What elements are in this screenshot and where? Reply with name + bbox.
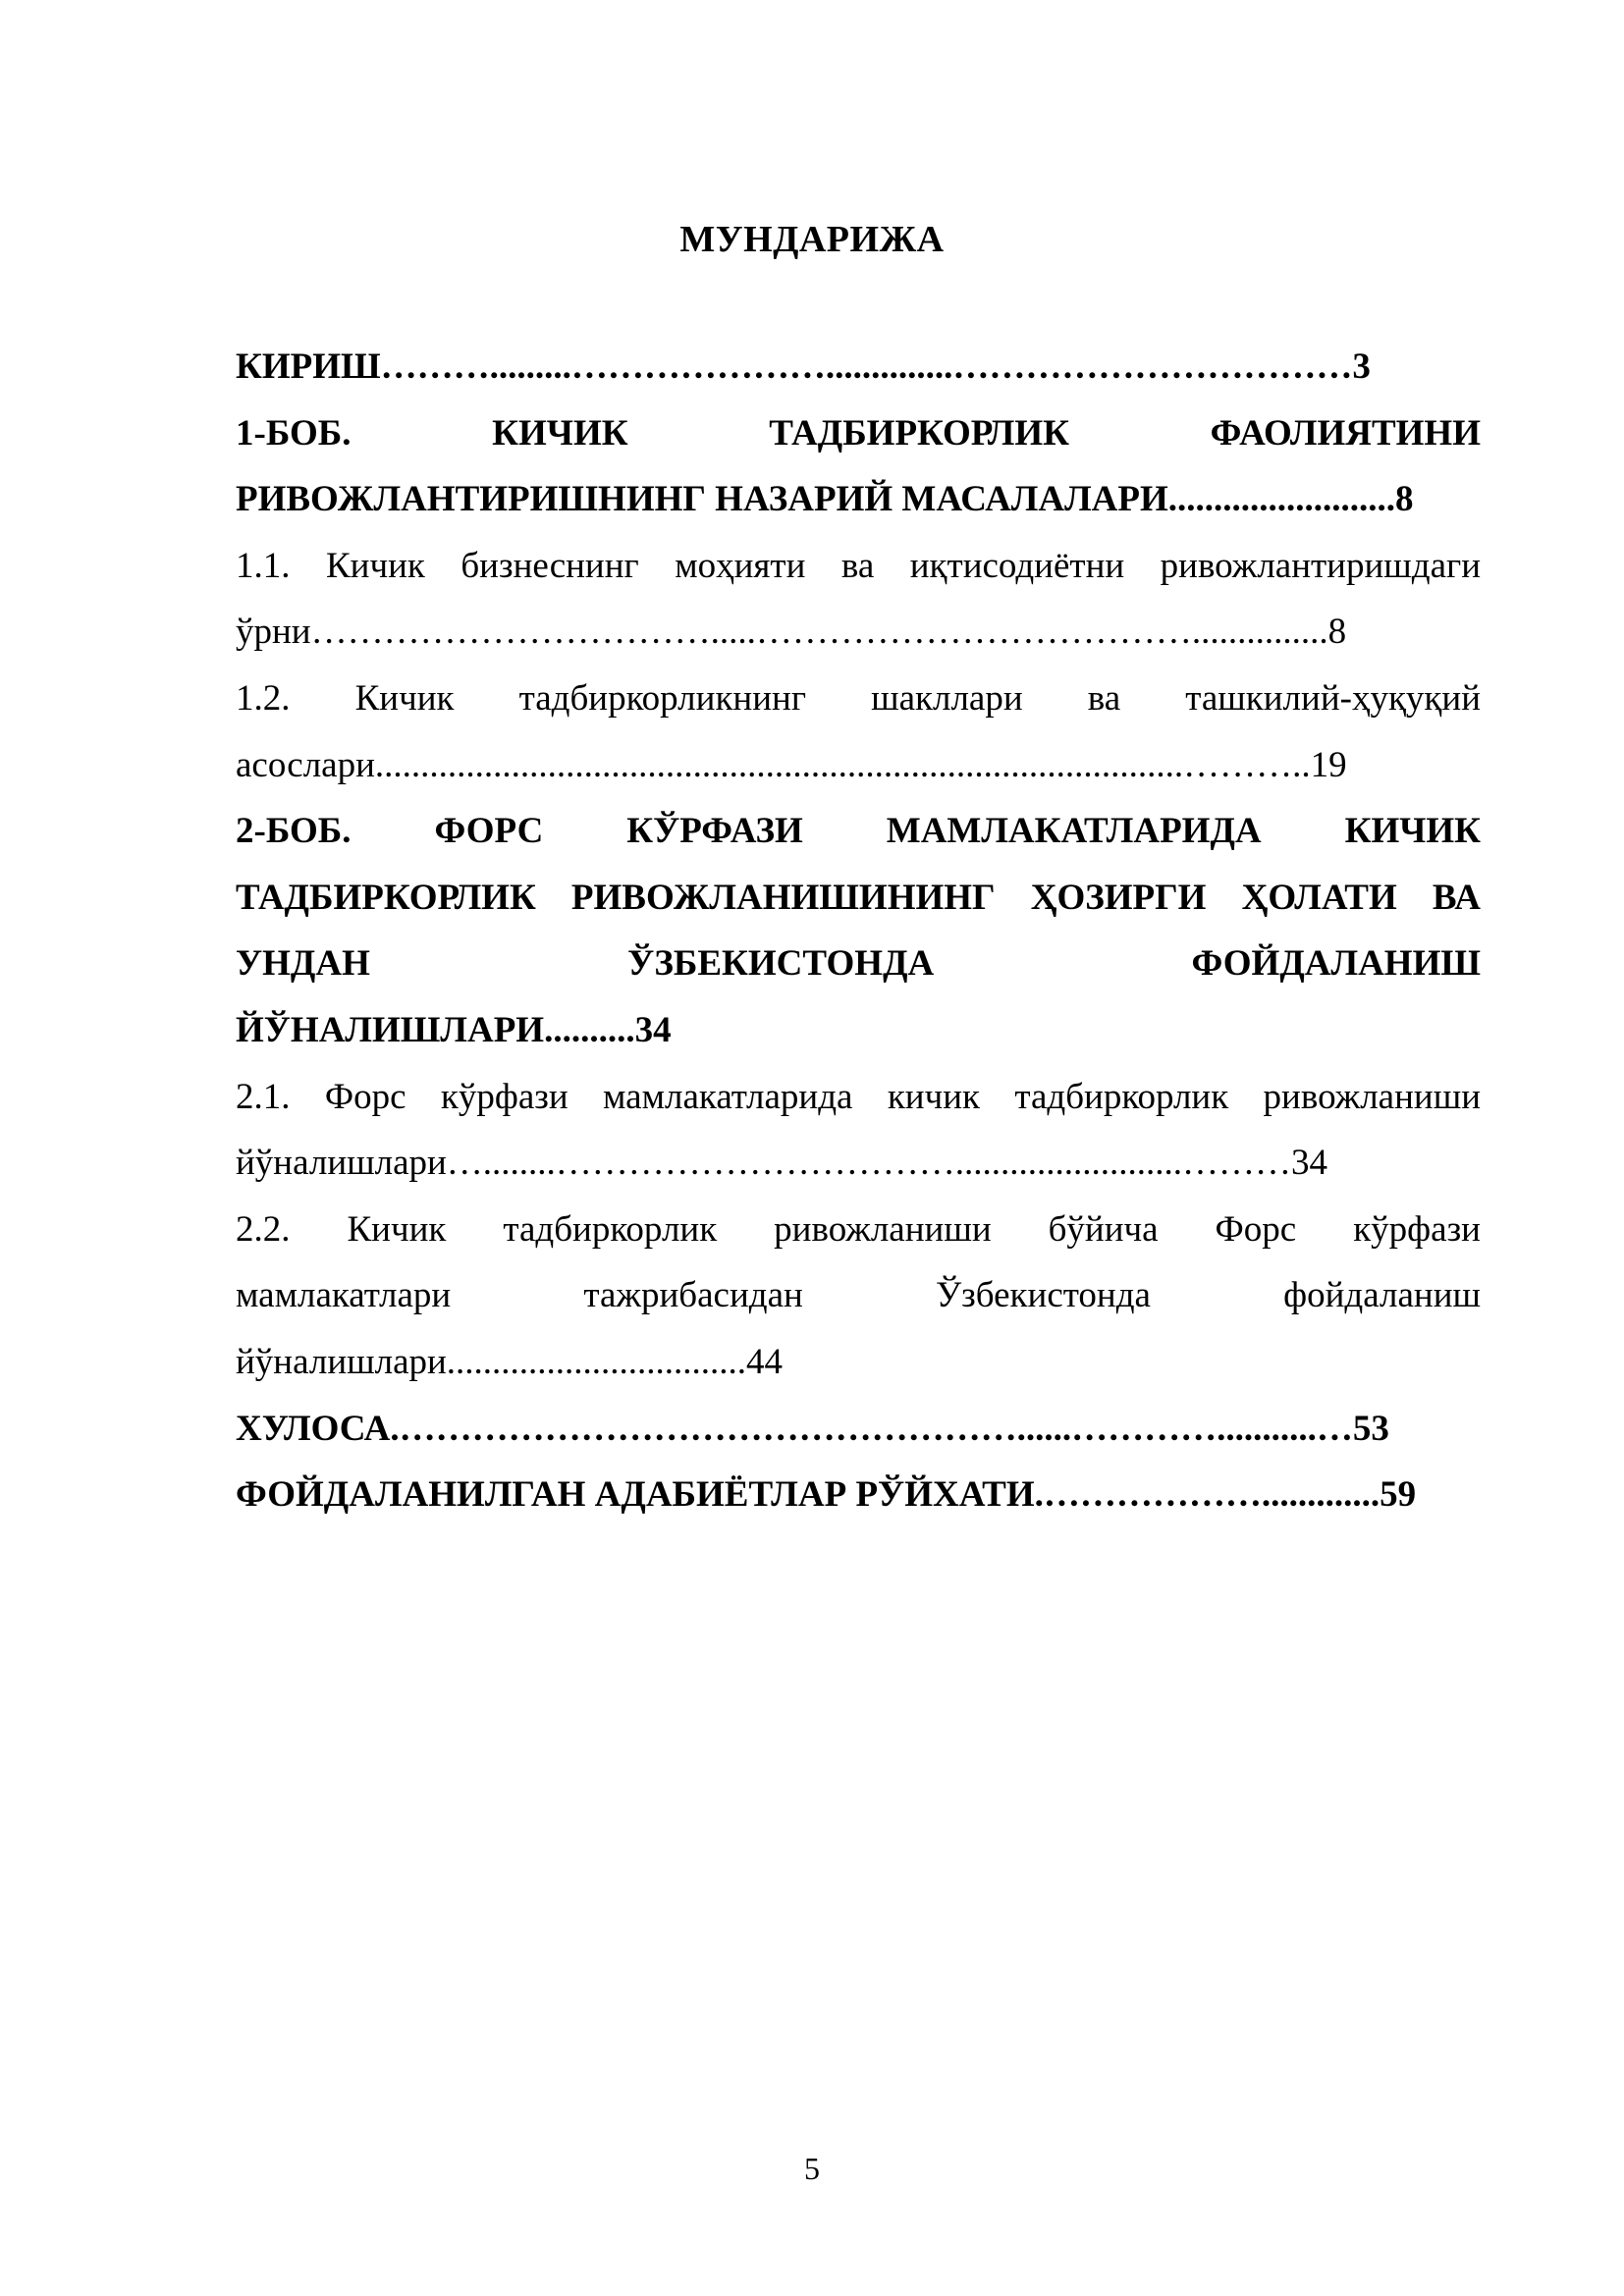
toc-section-2-2-line-3: йўналишлари.................................44 [236, 1341, 784, 1382]
toc-section-2-1-line-1: 2.1. Форс кўрфази мамлакатларида кичик тадбиркорлик ривожланиши [236, 1076, 1481, 1117]
toc-entry-bibliography: ФОЙДАЛАНИЛГАН АДАБИЁТЛАР РЎЙХАТИ.……………….............59 [236, 1474, 1417, 1516]
toc-section-1-1-line-2: ўрни…………………………….....………………………………...............8 [236, 612, 1347, 653]
toc-section-2-1-line-2: йўналишлари…........…………………………….........................………34 [236, 1143, 1328, 1184]
toc-section-2-2-line-1: 2.2. Кичик тадбиркорлик ривожланиши бўйича Форс кўрфази [236, 1208, 1481, 1250]
table-of-contents [236, 334, 1481, 1528]
page-title: МУНДАРИЖА [679, 219, 945, 260]
toc-chapter-1-line-1: 1-БОБ. КИЧИК ТАДБИРКОРЛИК ФАОЛИЯТИНИ [236, 412, 1481, 454]
toc-entry-introduction: КИРИШ……….........…………………..............……………………………3 [236, 347, 1371, 387]
toc-chapter-2-line-3: УНДАН ЎЗБЕКИСТОНДА ФОЙДАЛАНИШ [236, 943, 1481, 985]
page-number: 5 [804, 2151, 820, 2186]
toc-section-1-2-line-1: 1.2. Кичик тадбиркорликнинг шакллари ва ташкилий-ҳуқуқий [236, 677, 1481, 719]
toc-entry-conclusion: ХУЛОСА.……………………………………………......…………...........…53 [236, 1408, 1389, 1449]
toc-chapter-1-line-2: РИВОЖЛАНТИРИШНИНГ НАЗАРИЙ МАСАЛАЛАРИ.........................8 [236, 479, 1414, 520]
toc-chapter-2-line-2: ТАДБИРКОРЛИК РИВОЖЛАНИШИНИНГ ҲОЗИРГИ ҲОЛАТИ ВА [236, 877, 1481, 918]
toc-chapter-2-line-1: 2-БОБ. ФОРС КЎРФАЗИ МАМЛАКАТЛАРИДА КИЧИК [236, 811, 1481, 852]
toc-section-1-2-line-2: асослари.........................................................................................………..19 [236, 744, 1347, 785]
toc-chapter-2-line-4: ЙЎНАЛИШЛАРИ..........34 [236, 1009, 672, 1050]
toc-section-1-1-line-1: 1.1. Кичик бизнеснинг моҳияти ва иқтисодиётни ривожлантиришдаги [236, 545, 1481, 586]
toc-section-2-2-line-2: мамлакатлари тажрибасидан Ўзбекистонда фойдаланиш [236, 1275, 1481, 1316]
